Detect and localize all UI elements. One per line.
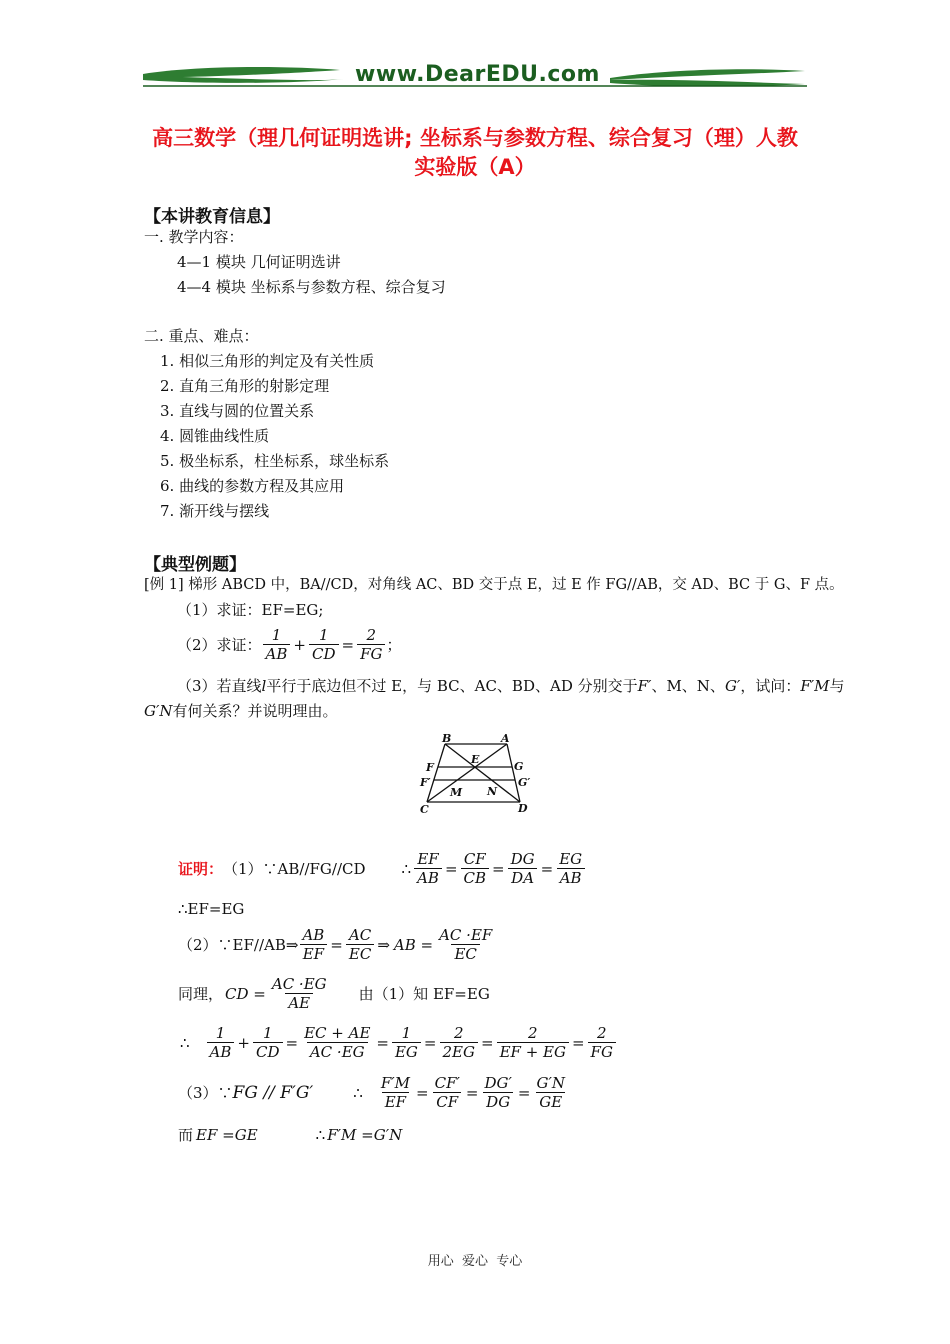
- q3-symbol: F′M: [800, 677, 830, 695]
- proof-label: 证明：: [178, 860, 224, 878]
- proof-step-3: [178, 1074, 569, 1111]
- label-G-prime: G′: [518, 776, 531, 789]
- fraction: [533, 1074, 568, 1111]
- fraction: [556, 850, 585, 887]
- equals-sign: =: [416, 1083, 429, 1102]
- numerator: AB: [302, 926, 325, 944]
- fraction: [346, 926, 374, 963]
- question-2-prefix: （2）求证：: [177, 636, 262, 654]
- numerator: CF′: [434, 1074, 460, 1092]
- q3-line-symbol: l: [261, 677, 267, 695]
- numerator: 1: [262, 1024, 273, 1042]
- numerator: EF: [417, 850, 439, 868]
- numerator: F′M: [380, 1074, 411, 1092]
- label-D: D: [518, 802, 528, 815]
- q3-text: ，试问：: [740, 677, 801, 695]
- fraction: [432, 1074, 463, 1111]
- label-A: A: [501, 734, 510, 745]
- numerator: DG′: [484, 1074, 512, 1092]
- equals-sign: =: [423, 1033, 437, 1052]
- fraction: [253, 1024, 283, 1061]
- final-text: 而: [178, 1126, 194, 1144]
- equals-sign: =: [444, 859, 458, 878]
- fraction: [309, 626, 339, 663]
- denominator: EC: [346, 944, 374, 963]
- implies-symbol: ⇒: [377, 935, 390, 954]
- denominator: GE: [536, 1092, 565, 1111]
- q3-text: （3）若直线: [177, 677, 262, 695]
- numerator: EG: [559, 850, 583, 868]
- numerator: 2: [366, 626, 377, 644]
- numerator: G′N: [536, 1074, 565, 1092]
- keypoint-item: 7. 渐开线与摆线: [160, 502, 270, 520]
- proof-step-2: [178, 926, 496, 963]
- q3-text: 有何关系？并说明理由。: [172, 702, 338, 720]
- denominator: CD: [309, 644, 339, 663]
- label-M: M: [450, 786, 463, 799]
- question-2-suffix: ；: [386, 636, 402, 654]
- denominator: EF: [382, 1092, 409, 1111]
- example-statement: [例 1] 梯形 ABCD 中，BA//CD，对角线 AC、BD 交于点 E，过 E 作 FG//AB，交 AD、BC 于 G、F 点。: [144, 577, 844, 593]
- math-expression: AB =: [393, 935, 434, 954]
- numerator: 2: [453, 1024, 464, 1042]
- denominator: EG: [392, 1042, 421, 1061]
- fraction: [207, 1024, 235, 1061]
- content-label: 一. 教学内容：: [144, 228, 244, 246]
- q3-text: 与: [829, 677, 845, 695]
- numerator: 1: [318, 626, 329, 644]
- denominator: CD: [253, 1042, 283, 1061]
- denominator: DA: [508, 868, 537, 887]
- numerator: 2: [596, 1024, 607, 1042]
- therefore-symbol: ∴: [315, 1125, 326, 1144]
- equals-sign: =: [480, 1033, 494, 1052]
- fraction: [269, 975, 330, 1012]
- math-expression: CD =: [225, 984, 266, 1003]
- label-B: B: [442, 734, 452, 745]
- page-footer: 用心 爱心 专心: [427, 1254, 523, 1269]
- q3-symbol: G′: [724, 677, 741, 695]
- denominator: CF: [433, 1092, 461, 1111]
- label-E: E: [471, 753, 480, 766]
- trapezoid-diagram: [412, 734, 542, 816]
- numerator: 1: [401, 1024, 412, 1042]
- page-title-line2: 实验版（A）: [414, 155, 536, 179]
- section-heading-examples: 【典型例题】: [144, 555, 246, 575]
- q3-symbol: F′: [637, 677, 652, 695]
- proof-step-1-text: （1）∵AB//FG//CD: [223, 860, 366, 878]
- proof-similarly: [178, 975, 490, 1012]
- keypoint-item: 2. 直角三角形的射影定理: [160, 377, 330, 395]
- similarly-text: 同理，: [178, 985, 224, 1003]
- fraction: [378, 1074, 413, 1111]
- therefore-symbol: ∴: [401, 859, 412, 878]
- proof-final: [178, 1124, 402, 1145]
- denominator: FG: [357, 644, 385, 663]
- question-3-line1: [177, 677, 845, 695]
- fraction: [392, 1024, 421, 1061]
- denominator: 2EG: [440, 1042, 478, 1061]
- fraction: [497, 1024, 569, 1061]
- question-2: [177, 626, 401, 663]
- numerator: EC + AE: [304, 1024, 371, 1042]
- math-expression: F′M =G′N: [327, 1125, 403, 1144]
- label-F: F: [426, 761, 434, 774]
- fraction: [508, 850, 538, 887]
- fraction: [299, 926, 327, 963]
- equals-sign: =: [540, 859, 554, 878]
- numerator: AC: [348, 926, 372, 944]
- fraction: [301, 1024, 373, 1061]
- fraction: [588, 1024, 616, 1061]
- therefore-symbol: ∴: [180, 1033, 190, 1052]
- numerator: 1: [271, 626, 282, 644]
- label-C: C: [420, 803, 429, 816]
- fraction: [357, 626, 385, 663]
- proof-step-1-conclusion: ∴EF=EG: [178, 900, 245, 918]
- numerator: DG: [510, 850, 535, 868]
- numerator: 2: [527, 1024, 538, 1042]
- numerator: 1: [215, 1024, 226, 1042]
- equals-sign: =: [285, 1033, 299, 1052]
- equals-sign: =: [465, 1083, 479, 1102]
- proof-step-1: [178, 850, 586, 887]
- label-F-prime: F′: [420, 776, 431, 789]
- keypoint-item: 1. 相似三角形的判定及有关性质: [160, 352, 375, 370]
- equals-sign: =: [341, 635, 355, 654]
- keypoint-item: 6. 曲线的参数方程及其应用: [160, 477, 345, 495]
- denominator: AB: [414, 868, 442, 887]
- denominator: EF: [300, 944, 327, 963]
- plus-sign: +: [293, 635, 306, 654]
- equals-sign: =: [492, 859, 505, 878]
- plus-sign: +: [237, 1033, 250, 1052]
- known-text: 由（1）知 EF=EG: [358, 985, 490, 1003]
- page-title: [130, 124, 820, 182]
- fraction: [436, 926, 495, 963]
- fraction: [414, 850, 442, 887]
- fraction: [440, 1024, 478, 1061]
- denominator: AB: [207, 1042, 235, 1061]
- module-item-1: 4—1 模块 几何证明选讲: [177, 253, 341, 271]
- math-expression: EF =GE: [196, 1125, 258, 1144]
- numerator: AC ·EG: [271, 975, 327, 993]
- denominator: FG: [588, 1042, 616, 1061]
- equals-sign: =: [330, 935, 343, 954]
- fraction: [461, 850, 490, 887]
- denominator: AE: [285, 993, 313, 1012]
- numerator: CF: [463, 850, 486, 868]
- q3-text: 平行于底边但不过 E，与 BC、AC、BD、AD 分别交于: [266, 677, 638, 695]
- q3-text: 、M、N、: [651, 677, 725, 695]
- module-item-2: 4—4 模块 坐标系与参数方程、综合复习: [177, 278, 446, 296]
- denominator: AC ·EG: [307, 1042, 368, 1061]
- label-N: N: [487, 785, 498, 798]
- label-G: G: [514, 760, 524, 773]
- proof-step-2-text: （2）∵EF//AB⇒: [178, 936, 299, 954]
- header-logo-text: www.DearEDU.com: [355, 62, 600, 87]
- denominator: EF + EG: [497, 1042, 569, 1061]
- keypoint-item: 3. 直线与圆的位置关系: [160, 402, 315, 420]
- fraction: [263, 626, 291, 663]
- therefore-symbol: ∴: [353, 1083, 363, 1102]
- denominator: CB: [461, 868, 490, 887]
- keypoint-item: 5. 极坐标系，柱坐标系，球坐标系: [160, 452, 390, 470]
- header-logo: [140, 62, 810, 96]
- equals-sign: =: [376, 1033, 389, 1052]
- keypoints-label: 二. 重点、难点：: [144, 327, 259, 345]
- denominator: DG: [483, 1092, 513, 1111]
- keypoint-item: 4. 圆锥曲线性质: [160, 427, 270, 445]
- question-1: （1）求证：EF=EG;: [177, 601, 324, 619]
- proof-chain: [178, 1024, 617, 1061]
- denominator: AB: [557, 868, 585, 887]
- fraction: [481, 1074, 514, 1111]
- equals-sign: =: [571, 1033, 585, 1052]
- section-heading-info: 【本讲教育信息】: [144, 207, 280, 227]
- page-title-line1: 高三数学（理几何证明选讲; 坐标系与参数方程、综合复习（理）人教: [152, 126, 798, 150]
- equals-sign: =: [517, 1083, 531, 1102]
- numerator: AC ·EF: [439, 926, 493, 944]
- math-expression: FG // F′G′: [232, 1082, 314, 1103]
- denominator: EC: [451, 944, 479, 963]
- denominator: AB: [263, 644, 291, 663]
- proof-step-3-text: （3）∵: [178, 1084, 233, 1102]
- question-3-line2: [144, 702, 338, 720]
- q3-symbol: G′N: [144, 702, 173, 720]
